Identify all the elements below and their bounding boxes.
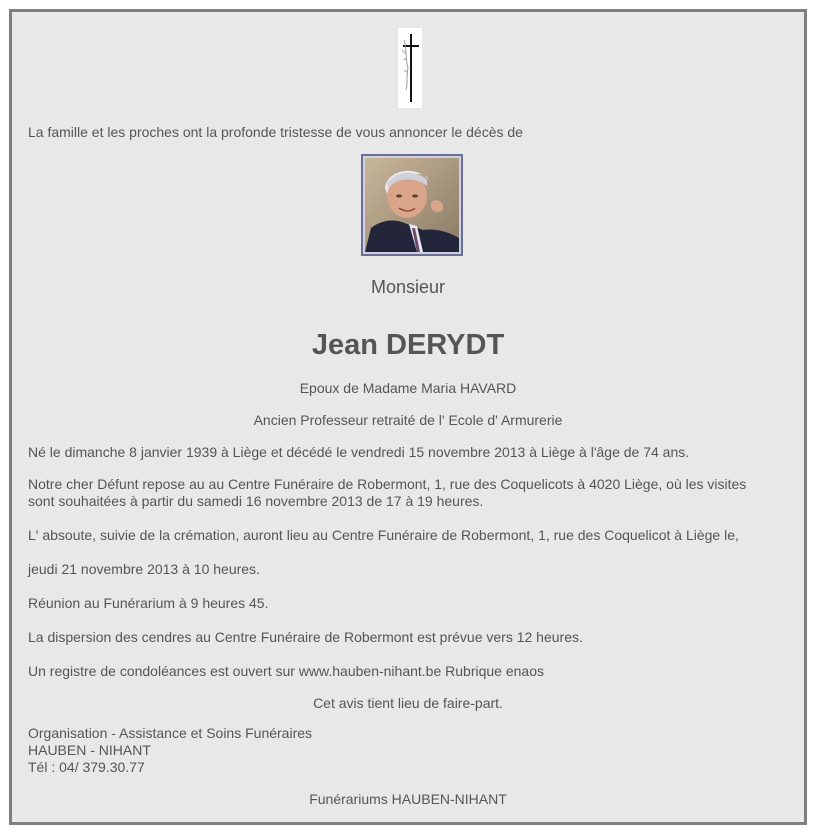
dispersion-line: La dispersion des cendres au Centre Funéraire de Robermont est prévue vers 12 heures.: [28, 629, 583, 645]
rest-line-2: sont souhaitées à partir du samedi 16 novembre 2013 de 17 à 19 heures.: [28, 493, 484, 509]
footer-funeral-home: Funérariums HAUBEN-NIHANT: [309, 791, 507, 807]
portrait-frame: [361, 154, 463, 256]
ceremony-date: jeudi 21 novembre 2013 à 10 heures.: [28, 561, 260, 577]
absoute-line: L' absoute, suivie de la crémation, auront lieu au Centre Funéraire de Robermont, 1, rue des Coquelicot à Liège le,: [28, 527, 739, 543]
birth-death-line: Né le dimanche 8 janvier 1939 à Liège et décédé le vendredi 15 novembre 2013 à Liège à l'âge de 74 ans.: [28, 444, 690, 460]
cross-icon: [398, 28, 422, 108]
deceased-name: Jean DERYDT: [311, 329, 505, 361]
organisation-line-2: HAUBEN - NIHANT: [28, 742, 151, 758]
rest-line-1: Notre cher Défunt repose au au Centre Funéraire de Robermont, 1, rue des Coquelicots à 4020 Liège, où les visites: [28, 476, 747, 492]
organisation-phone: Tél : 04/ 379.30.77: [28, 759, 145, 775]
honorific: Monsieur: [370, 277, 446, 297]
faire-part-line: Cet avis tient lieu de faire-part.: [313, 695, 503, 711]
registry-line: Un registre de condoléances est ouvert sur www.hauben-nihant.be Rubrique enaos: [28, 663, 544, 679]
intro-text: La famille et les proches ont la profonde tristesse de vous annoncer le décès de: [28, 124, 523, 140]
profession-line: Ancien Professeur retraité de l' Ecole d' Armurerie: [253, 412, 563, 428]
death-notice: [9, 9, 807, 825]
organisation-line-1: Organisation - Assistance et Soins Funéraires: [28, 725, 313, 741]
spouse-line: Epoux de Madame Maria HAVARD: [299, 380, 517, 396]
portrait-photo: [365, 158, 459, 252]
reunion-line: Réunion au Funérarium à 9 heures 45.: [28, 595, 269, 611]
